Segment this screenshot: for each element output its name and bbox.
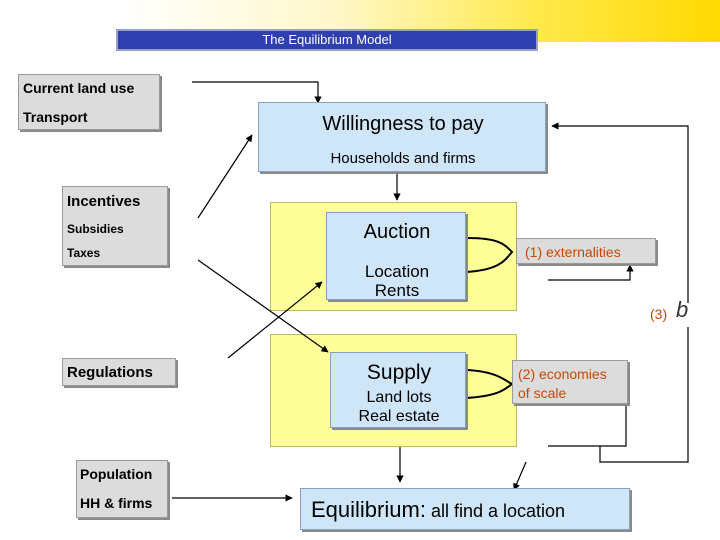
title-text: The Equilibrium Model [262, 32, 392, 47]
economies-box [512, 360, 628, 404]
equilibrium-rest: all find a location [425, 501, 566, 521]
regulations-label: Regulations [67, 364, 153, 381]
current-land-use-label: Current land use [23, 80, 135, 96]
economies-line2: of scale [518, 385, 567, 401]
loop-1-line [548, 265, 630, 280]
arrow-incentives-to-willingness [198, 135, 252, 218]
loop-2-line [548, 403, 626, 446]
curve-supply [466, 370, 512, 398]
loop-3-label: (3) [650, 306, 668, 322]
arrow-economies-to-equilibrium [514, 462, 526, 490]
location-rents-line2: Rents [374, 281, 420, 300]
incentives-label: Incentives [67, 193, 141, 210]
auction-label: Auction [363, 221, 431, 243]
equilibrium-box [300, 488, 630, 530]
loop-3-line [552, 126, 688, 462]
willingness-box [258, 102, 546, 172]
supply-box [330, 352, 466, 428]
hh-firms-label: HH & firms [80, 495, 153, 511]
regulations-box [62, 358, 176, 386]
equilibrium-text [311, 497, 565, 523]
location-rents-line1: Location [364, 262, 430, 281]
supply-label: Supply [366, 361, 432, 384]
arrow-taxes-to-supply [198, 260, 328, 352]
population-label: Population [80, 466, 153, 482]
land-lots-label: Land lots [366, 389, 432, 406]
arrow-land-use-to-willingness [192, 82, 318, 103]
economies-line1: (2) economies [518, 366, 607, 382]
curve-auction [466, 238, 512, 272]
population-box [76, 460, 168, 518]
incentives-box [62, 186, 168, 266]
equilibrium-main: Equilibrium: [311, 497, 426, 522]
willingness-label: Willingness to pay [322, 113, 484, 135]
subsidies-label: Subsidies [67, 222, 124, 236]
real-estate-label: Real estate [358, 408, 440, 425]
auction-box [326, 212, 466, 300]
arrow-regulations-to-rents [228, 282, 322, 358]
loop-3-b: b [676, 297, 689, 322]
externalities-label: (1) externalities [525, 244, 621, 260]
current-land-use-box [18, 74, 160, 130]
loop-3-label-bg [648, 297, 714, 327]
transport-label: Transport [23, 109, 88, 125]
households-label: Households and firms [330, 150, 476, 167]
externalities-box [516, 238, 656, 264]
taxes-label: Taxes [67, 246, 101, 260]
